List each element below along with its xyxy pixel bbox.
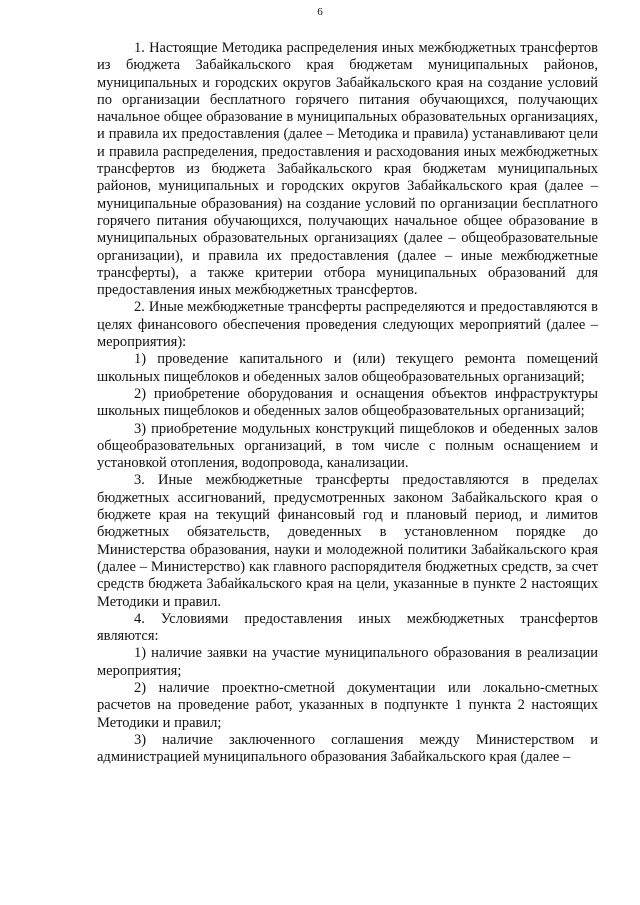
paragraph-2: 2. Иные межбюджетные трансферты распределяются и предоставляются в целях финансового обеспечения проведения следующих мероприятий (далее – мероприятия): <box>97 299 598 351</box>
paragraph-4-item-3: 3) наличие заключенного соглашения между Министерством и администрацией муниципального образования Забайкальского края (далее – <box>97 731 598 766</box>
paragraph-3: 3. Иные межбюджетные трансферты предоставляются в пределах бюджетных ассигнований, предусмотренных законом Забайкальского края о бюджете края на текущий финансовый год и плановый период, и лимитов бюджетных обязательств, доведенных в установленном порядке до Министерства образования, науки и молодежной политики Забайкальского края (далее – Министерство) как главного распорядителя бюджетных средств, за счет средств бюджета Забайкальского края на цели, указанные в пункте 2 настоящих Методики и правил. <box>97 472 598 610</box>
paragraph-2-item-2: 2) приобретение оборудования и оснащения объектов инфраструктуры школьных пищеблоков и обеденных залов общеобразовательных организаций; <box>97 385 598 420</box>
paragraph-2-item-1: 1) проведение капитального и (или) текущего ремонта помещений школьных пищеблоков и обеденных залов общеобразовательных организаций; <box>97 351 598 385</box>
paragraph-4-item-1: 1) наличие заявки на участие муниципального образования в реализации мероприятия; <box>97 645 598 679</box>
page-number: 6 <box>317 6 323 18</box>
paragraph-4: 4. Условиями предоставления иных межбюджетных трансфертов являются: <box>97 610 598 645</box>
paragraph-4-item-2: 2) наличие проектно-сметной документации или локально-сметных расчетов на проведение работ, указанных в подпункте 1 пункта 2 настоящих Методики и правил; <box>97 679 598 731</box>
document-body <box>97 40 598 766</box>
paragraph-1: 1. Настоящие Методика распределения иных межбюджетных трансфертов из бюджета Забайкальского края бюджетам муниципальных районов, муниципальных и городских округов Забайкальского края на создание условий по организации бесплатного горячего питания обучающихся, получающих начальное общее образование в муниципальных образовательных организациях, и правила их предоставления (далее – Методика и правила) устанавливают цели и правила распределения, предоставления и расходования иных межбюджетных трансфертов из бюджета Забайкальского края бюджетам муниципальных районов, муниципальных и городских округов Забайкальского края (далее – муниципальные образования) на создание условий по организации бесплатного горячего питания обучающихся, получающих начальное общее образование в муниципальных образовательных организациях (далее – общеобразовательные организации), и правила их предоставления (далее – иные межбюджетные трансферты), а также критерии отбора муниципальных образований для предоставления иных межбюджетных трансфертов. <box>97 40 598 299</box>
paragraph-2-item-3: 3) приобретение модульных конструкций пищеблоков и обеденных залов общеобразовательных организаций, в том числе с полным оснащением и установкой отопления, водопровода, канализации. <box>97 420 598 472</box>
